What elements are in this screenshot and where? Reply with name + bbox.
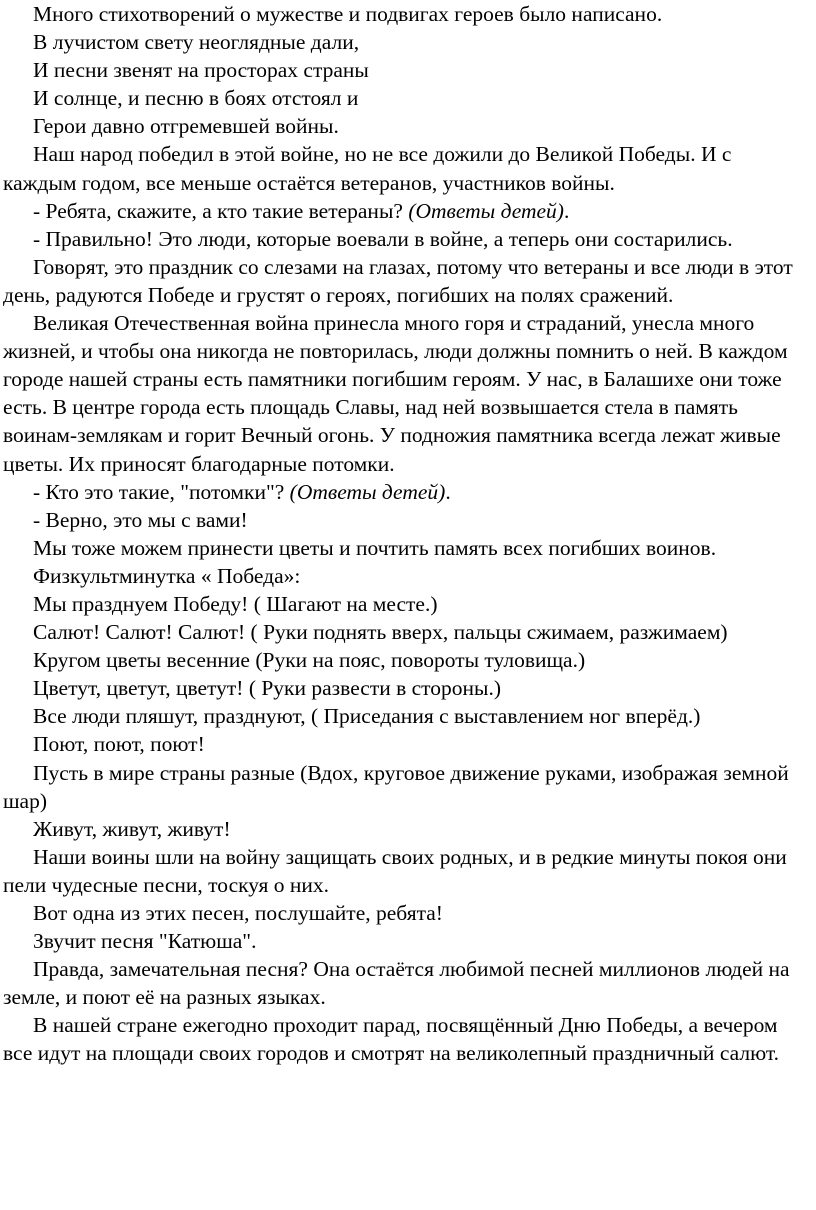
section-heading: Физкультминутка « Победа»: bbox=[33, 563, 301, 588]
exercise-line: Салют! Салют! Салют! ( Руки поднять вверх, пальцы сжимаем, разжимаем) bbox=[33, 620, 728, 645]
paragraph: Наш народ победил в этой войне, но не все дожили до Великой Победы. И с каждым годом, все меньше остаётся ветеранов, участников войны. bbox=[3, 142, 732, 195]
exercise-line: Мы празднуем Победу! ( Шагают на месте.) bbox=[33, 591, 438, 616]
paragraph: Мы тоже можем принести цветы и почтить память всех погибших воинов. bbox=[33, 535, 717, 560]
exercise-line: Пусть в мире страны разные (Вдох, круговое движение руками, изображая земной шар) bbox=[3, 760, 789, 813]
paragraph: Говорят, это праздник со слезами на глазах, потому что ветераны и все люди в этот день, радуются Победе и грустят о героях, погибших на полях сражений. bbox=[3, 254, 793, 307]
paragraph: Много стихотворений о мужестве и подвигах героев было написано. bbox=[33, 2, 663, 26]
stage-note: (Ответы детей) bbox=[408, 198, 564, 223]
paragraph: Звучит песня "Катюша". bbox=[33, 929, 257, 954]
exercise-line: Живут, живут, живут! bbox=[33, 816, 231, 841]
poem-line: И солнце, и песню в боях отстоял и bbox=[33, 86, 359, 111]
paragraph: В нашей стране ежегодно проходит парад, посвящённый Дню Победы, а вечером все идут на площади своих городов и смотрят на великолепный праздничный салют. bbox=[3, 1013, 780, 1066]
paragraph: Великая Отечественная война принесла много горя и страданий, унесла много жизней, и чтобы она никогда не повторилась, люди должны помнить о ней. В каждом городе нашей страны есть памятники погибшим героям. У нас, в Балашихе они тоже есть. В центре города есть площадь Славы, над ней возвышается стела в память воинам-землякам и горит Вечный огонь. У подножия памятника всегда лежат живые цветы. Их приносят благодарные потомки. bbox=[3, 311, 788, 476]
poem-line: И песни звенят на просторах страны bbox=[33, 58, 369, 83]
exercise-line: Все люди пляшут, празднуют, ( Приседания с выставлением ног вперёд.) bbox=[33, 704, 701, 729]
exercise-line: Поют, поют, поют! bbox=[33, 732, 205, 757]
paragraph: Вот одна из этих песен, послушайте, ребята! bbox=[33, 901, 443, 925]
stage-note: (Ответы детей) bbox=[289, 479, 446, 504]
dialogue-line: - Кто это такие, "потомки"? (Ответы детей). bbox=[33, 479, 451, 504]
poem-line: Герои давно отгремевшей войны. bbox=[33, 114, 339, 139]
dialogue-line: - Ребята, скажите, а кто такие ветераны? (Ответы детей). bbox=[33, 198, 570, 223]
poem-line: В лучистом свету неоглядные дали, bbox=[33, 30, 360, 55]
paragraph: Наши воины шли на войну защищать своих родных, и в редкие минуты покоя они пели чудесные песни, тоскуя о них. bbox=[3, 844, 787, 897]
exercise-line: Кругом цветы весенние (Руки на пояс, повороты туловища.) bbox=[33, 648, 586, 673]
dialogue-line: - Верно, это мы с вами! bbox=[33, 507, 248, 532]
exercise-line: Цветут, цветут, цветут! ( Руки развести в стороны.) bbox=[33, 676, 502, 701]
paragraph: Правда, замечательная песня? Она остаётся любимой песней миллионов людей на земле, и поют её на разных языках. bbox=[3, 957, 790, 1010]
dialogue-line: - Правильно! Это люди, которые воевали в войне, а теперь они состарились. bbox=[33, 226, 733, 251]
